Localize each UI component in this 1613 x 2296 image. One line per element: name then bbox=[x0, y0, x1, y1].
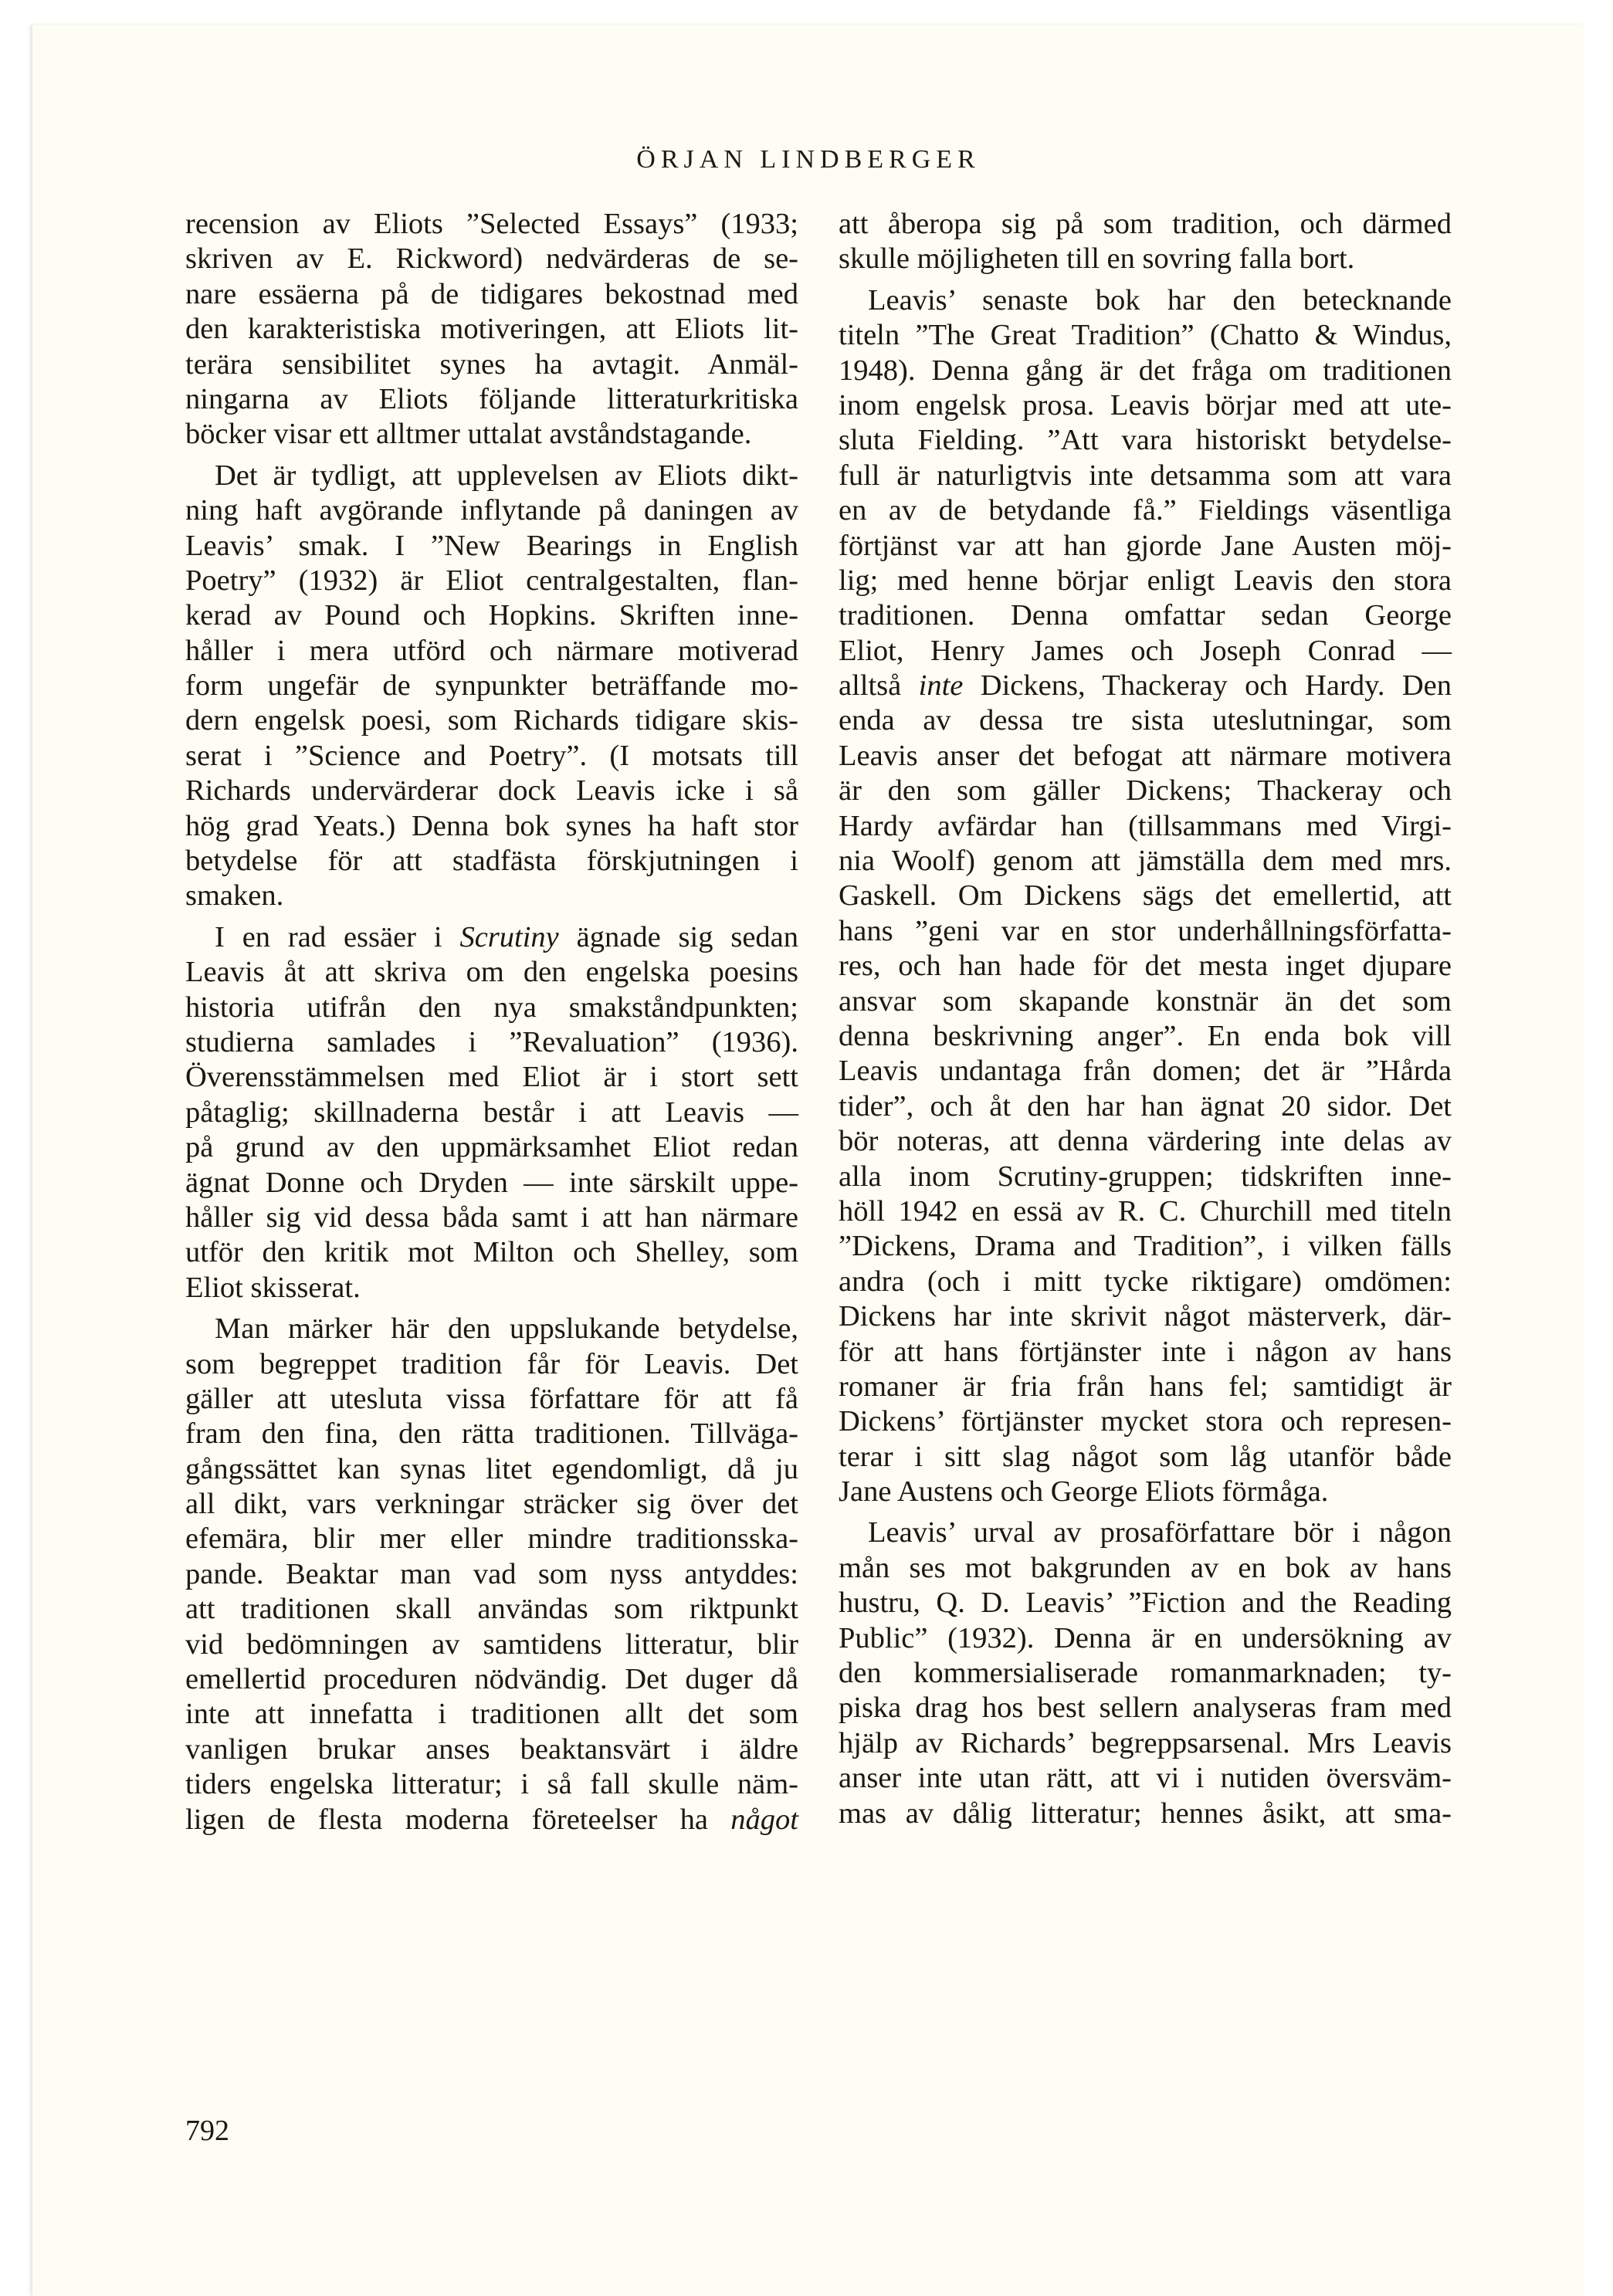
text-line: nia Woolf) genom att jämställa dem med mrs. bbox=[839, 845, 1452, 878]
text-line: är den som gäller Dickens; Thackeray och bbox=[839, 774, 1452, 808]
text-line: sluta Fielding. ”Att vara historiskt betydelse- bbox=[839, 424, 1452, 457]
paragraph-gap bbox=[185, 452, 798, 459]
text-line: Det är tydligt, att upplevelsen av Eliots dikt- bbox=[215, 459, 798, 492]
text-line: mas av dålig litteratur; hennes åsikt, att sma- bbox=[839, 1797, 1452, 1830]
italic-text: inte bbox=[918, 669, 964, 703]
text-line: alltså inte Dickens, Thackeray och Hardy. Den bbox=[839, 669, 1452, 703]
text-line: skulle möjligheten till en sovring falla bort. bbox=[839, 242, 1355, 276]
text-line: vanligen brukar anses beaktansvärt i äldre bbox=[185, 1732, 798, 1766]
text-line: Richards undervärderar dock Leavis icke i så bbox=[185, 774, 798, 808]
paragraph bbox=[839, 1515, 1452, 1831]
text-line: form ungefär de synpunkter beträffande mo- bbox=[185, 669, 798, 703]
text-line: Public” (1932). Denna är en undersökning av bbox=[839, 1621, 1452, 1654]
text-line: ”Dickens, Drama and Tradition”, i vilken fälls bbox=[839, 1230, 1452, 1263]
italic-text: Scrutiny bbox=[459, 920, 559, 953]
paragraph-gap bbox=[185, 1305, 798, 1312]
page-number: 792 bbox=[185, 2115, 229, 2147]
text-line: höll 1942 en essä av R. C. Churchill med titeln bbox=[839, 1194, 1452, 1228]
text-line: denna beskrivning anger”. En enda bok vill bbox=[839, 1019, 1452, 1052]
document-page bbox=[32, 25, 1584, 2296]
text-line: ning haft avgörande inflytande på daningen av bbox=[185, 494, 798, 527]
text-line: vid bedömningen av samtidens litteratur, blir bbox=[185, 1627, 798, 1661]
text-line: traditionen. Denna omfattar sedan George bbox=[839, 599, 1452, 632]
text-line: anser inte utan rätt, att vi i nutiden översväm- bbox=[839, 1762, 1452, 1795]
text-line: hustru, Q. D. Leavis’ ”Fiction and the Reading bbox=[839, 1587, 1452, 1620]
paragraph-gap bbox=[839, 277, 1452, 283]
text-line: Jane Austens och George Eliots förmåga. bbox=[839, 1475, 1329, 1509]
text-line: tider”, och åt den har han ägnat 20 sidor. Det bbox=[839, 1089, 1452, 1123]
text-line: Eliot, Henry James och Joseph Conrad — bbox=[839, 634, 1452, 667]
text-line: Man märker här den uppslukande betydelse, bbox=[215, 1312, 798, 1346]
text-line: full är naturligtvis inte detsamma som att vara bbox=[839, 459, 1452, 492]
text-line: recension av Eliots ”Selected Essays” (1933; bbox=[185, 208, 798, 240]
text-line: Leavis’ urval av prosaförfattare bör i någon bbox=[868, 1516, 1452, 1549]
text-line: håller i mera utförd och närmare motiverad bbox=[185, 634, 798, 667]
right-column bbox=[839, 207, 1452, 1831]
text-line: piska drag hos best sellern analyseras fram med bbox=[839, 1692, 1452, 1725]
text-line: ligen de flesta moderna företeelser ha något bbox=[185, 1803, 798, 1836]
text-line: på grund av den uppmärksamhet Eliot redan bbox=[185, 1131, 798, 1164]
text-line: Gaskell. Om Dickens sägs det emellertid, att bbox=[839, 879, 1452, 913]
text-line: hjälp av Richards’ begreppsarsenal. Mrs Leavis bbox=[839, 1726, 1452, 1759]
text-line: den karakteristiska motiveringen, att Eliots lit- bbox=[185, 313, 798, 346]
text-line: kerad av Pound och Hopkins. Skriften inne- bbox=[185, 599, 798, 632]
paragraph bbox=[185, 920, 798, 1305]
text-line: ansvar som skapande konstnär än det som bbox=[839, 984, 1452, 1018]
text-line: andra (och i mitt tycke riktigare) omdömen: bbox=[839, 1265, 1452, 1298]
text-line: terära sensibilitet synes ha avtagit. Anmäl- bbox=[185, 347, 798, 381]
paragraph bbox=[185, 459, 798, 914]
paragraph-gap bbox=[185, 914, 798, 920]
text-line: hans ”geni var en stor underhållningsförfatta- bbox=[839, 914, 1452, 947]
text-line: utför den kritik mot Milton och Shelley, som bbox=[185, 1236, 798, 1269]
text-line: Leavis åt att skriva om den engelska poesins bbox=[185, 956, 798, 989]
text-line: emellertid proceduren nödvändig. Det duger då bbox=[185, 1663, 798, 1696]
text-line: att traditionen skall användas som riktpunkt bbox=[185, 1593, 798, 1626]
text-line: Eliot skisserat. bbox=[185, 1271, 361, 1304]
text-line: Leavis’ senaste bok har den betecknande bbox=[868, 283, 1452, 317]
text-line: serat i ”Science and Poetry”. (I motsats till bbox=[185, 739, 798, 772]
text-line: smaken. bbox=[185, 879, 284, 913]
text-line: all dikt, vars verkningar sträcker sig över det bbox=[185, 1488, 798, 1521]
text-line: att åberopa sig på som tradition, och därmed bbox=[839, 208, 1452, 240]
text-line: Överensstämmelsen med Eliot är i stort sett bbox=[185, 1061, 798, 1094]
text-line: 1948). Denna gång är det fråga om traditionen bbox=[839, 354, 1452, 387]
text-line: inom engelsk prosa. Leavis börjar med att ute- bbox=[839, 388, 1452, 422]
text-line: en av de betydande få.” Fieldings väsentliga bbox=[839, 494, 1452, 527]
paragraph-gap bbox=[839, 1509, 1452, 1515]
text-line: Leavis undantaga från domen; det är ”Hårda bbox=[839, 1055, 1452, 1088]
italic-text: något bbox=[730, 1803, 798, 1836]
text-line: lig; med henne börjar enligt Leavis den stora bbox=[839, 564, 1452, 597]
text-line: Poetry” (1932) är Eliot centralgestalten, flan- bbox=[185, 564, 798, 597]
text-line: historia utifrån den nya smakståndpunkten; bbox=[185, 991, 798, 1024]
text-line: skriven av E. Rickword) nedvärderas de se- bbox=[185, 242, 798, 276]
text-line: mån ses mot bakgrunden av en bok av hans bbox=[839, 1551, 1452, 1584]
text-line: påtaglig; skillnaderna består i att Leavis — bbox=[185, 1096, 798, 1129]
text-line: Hardy avfärdar han (tillsammans med Virgi- bbox=[839, 809, 1452, 842]
text-line: den kommersialiserade romanmarknaden; ty- bbox=[839, 1657, 1452, 1690]
text-line: för att hans förtjänster inte i någon av hans bbox=[839, 1335, 1452, 1368]
text-line: nare essäerna på de tidigares bekostnad med bbox=[185, 277, 798, 310]
text-line: fram den fina, den rätta traditionen. Tillväga- bbox=[185, 1417, 798, 1451]
text-line: ägnat Donne och Dryden — inte särskilt uppe- bbox=[185, 1166, 798, 1199]
text-line: böcker visar ett alltmer uttalat avståndstagande. bbox=[185, 418, 752, 451]
text-line: förtjänst var att han gjorde Jane Austen möj- bbox=[839, 529, 1452, 562]
text-line: tiders engelska litteratur; i så fall skulle näm- bbox=[185, 1768, 798, 1801]
paragraph bbox=[185, 207, 798, 452]
text-line: efemära, blir mer eller mindre traditionsska- bbox=[185, 1522, 798, 1556]
text-line: betydelse för att stadfästa förskjutningen i bbox=[185, 845, 798, 878]
text-line: bör noteras, att denna värdering inte delas av bbox=[839, 1125, 1452, 1158]
text-line: gångssättet kan synas litet egendomligt, då ju bbox=[185, 1452, 798, 1485]
text-line: Dickens har inte skrivit något mästerverk, där- bbox=[839, 1300, 1452, 1333]
text-line: ningarna av Eliots följande litteraturkritiska bbox=[185, 382, 798, 415]
text-line: pande. Beaktar man vad som nyss antyddes: bbox=[185, 1557, 798, 1590]
text-line: romaner är fria från hans fel; samtidigt är bbox=[839, 1370, 1452, 1403]
text-line: Dickens’ förtjänster mycket stora och represen- bbox=[839, 1405, 1452, 1438]
text-line: gäller att utesluta vissa författare för att få bbox=[185, 1382, 798, 1415]
text-line: alla inom Scrutiny-gruppen; tidskriften inne- bbox=[839, 1160, 1452, 1193]
text-line: res, och han hade för det mesta inget djupare bbox=[839, 950, 1452, 983]
left-column bbox=[185, 207, 798, 1837]
running-head: ÖRJAN LINDBERGER bbox=[636, 145, 981, 174]
text-line: dern engelsk poesi, som Richards tidigare skis- bbox=[185, 704, 798, 737]
text-line: studierna samlades i ”Revaluation” (1936). bbox=[185, 1025, 798, 1058]
paragraph bbox=[839, 207, 1452, 277]
text-line: som begreppet tradition får för Leavis. Det bbox=[185, 1347, 798, 1380]
text-line: I en rad essäer i Scrutiny ägnade sig sedan bbox=[215, 920, 798, 953]
text-line: Leavis anser det befogat att närmare motivera bbox=[839, 739, 1452, 772]
text-line: inte att innefatta i traditionen allt det som bbox=[185, 1698, 798, 1731]
paragraph bbox=[185, 1312, 798, 1837]
text-line: enda av dessa tre sista uteslutningar, som bbox=[839, 704, 1452, 737]
text-line: hög grad Yeats.) Denna bok synes ha haft stor bbox=[185, 809, 798, 842]
text-line: Leavis’ smak. I ”New Bearings in English bbox=[185, 529, 798, 562]
paragraph bbox=[839, 283, 1452, 1510]
text-line: håller sig vid dessa båda samt i att han närmare bbox=[185, 1200, 798, 1234]
text-line: titeln ”The Great Tradition” (Chatto & Windus, bbox=[839, 319, 1452, 352]
text-line: terar i sitt slag något som låg utanför både bbox=[839, 1440, 1452, 1473]
